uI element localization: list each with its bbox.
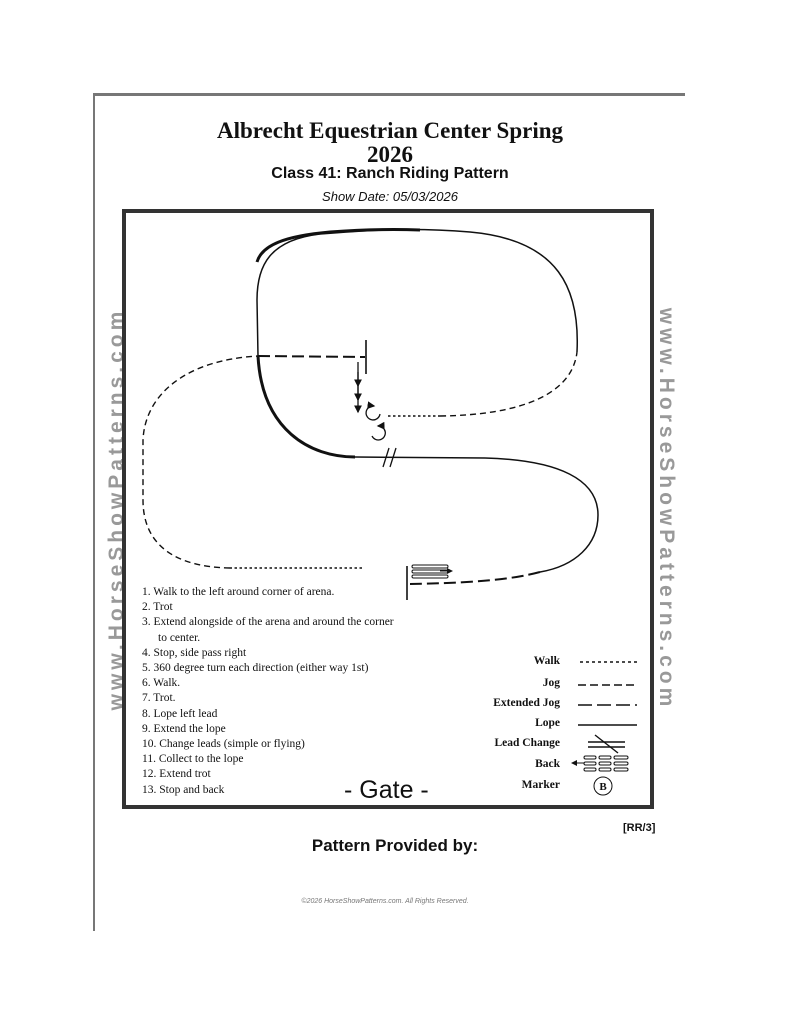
legend-walk-label: Walk [533,655,560,667]
back-icon [412,565,452,578]
trot-right-path [440,352,577,416]
legend-jog-label: Jog [542,677,560,689]
pattern-steps [142,585,394,798]
step-7: 7. Trot. [142,692,176,705]
copyright-notice: ©2026 HorseShowPatterns.com. All Rights Reserved. [301,898,469,905]
lead-change-path [355,457,485,458]
step-11: 11. Collect to the lope [142,753,244,766]
turn-left-icon [372,426,385,440]
lope-path [257,230,577,457]
step-4: 4. Stop, side pass right [142,646,247,659]
step-12: 12. Extend trot [142,768,211,781]
step-8: 8. Lope left lead [142,707,218,720]
legend-back-label: Back [535,758,560,770]
trot-path [143,356,258,568]
legend-lead-change-icon [588,735,625,753]
legend-lope-label: Lope [535,717,560,729]
step-3-cont: to center. [158,631,201,644]
gate-label: - Gate - [344,776,429,804]
watermark-right: www.HorseShowPatterns.com [655,307,678,711]
step-10: 10. Change leads (simple or flying) [142,738,305,751]
step-6: 6. Walk. [142,677,181,690]
class-title: Class 41: Ranch Riding Pattern [271,165,509,182]
step-3: 3. Extend alongside of the arena and around the corner [142,616,394,629]
watermark-left: www.HorseShowPatterns.com [105,307,128,711]
turn-right-icon [366,406,380,420]
pattern-code: [RR/3] [623,822,656,834]
show-date: Show Date: 05/03/2026 [322,189,458,204]
page-title-line1: Albrecht Equestrian Center Spring [216,118,564,143]
step-13: 13. Stop and back [142,783,225,796]
legend-marker-label: Marker [521,779,560,791]
legend-back-icon [572,756,628,771]
legend-extended-jog-label: Extended Jog [493,697,560,709]
legend-marker-letter: B [599,781,607,793]
collected-lope-path [485,458,598,572]
extended-jog-path [258,356,365,357]
page-title-line2: 2026 [367,142,413,167]
step-1: 1. Walk to the left around corner of arena. [142,586,335,598]
legend-lead-change-label: Lead Change [494,737,560,749]
pattern-provided-by: Pattern Provided by: [311,836,479,855]
step-9: 9. Extend the lope [142,722,226,735]
step-2: 2. Trot [142,601,173,614]
step-5: 5. 360 degree turn each direction (either way 1st) [142,662,369,675]
